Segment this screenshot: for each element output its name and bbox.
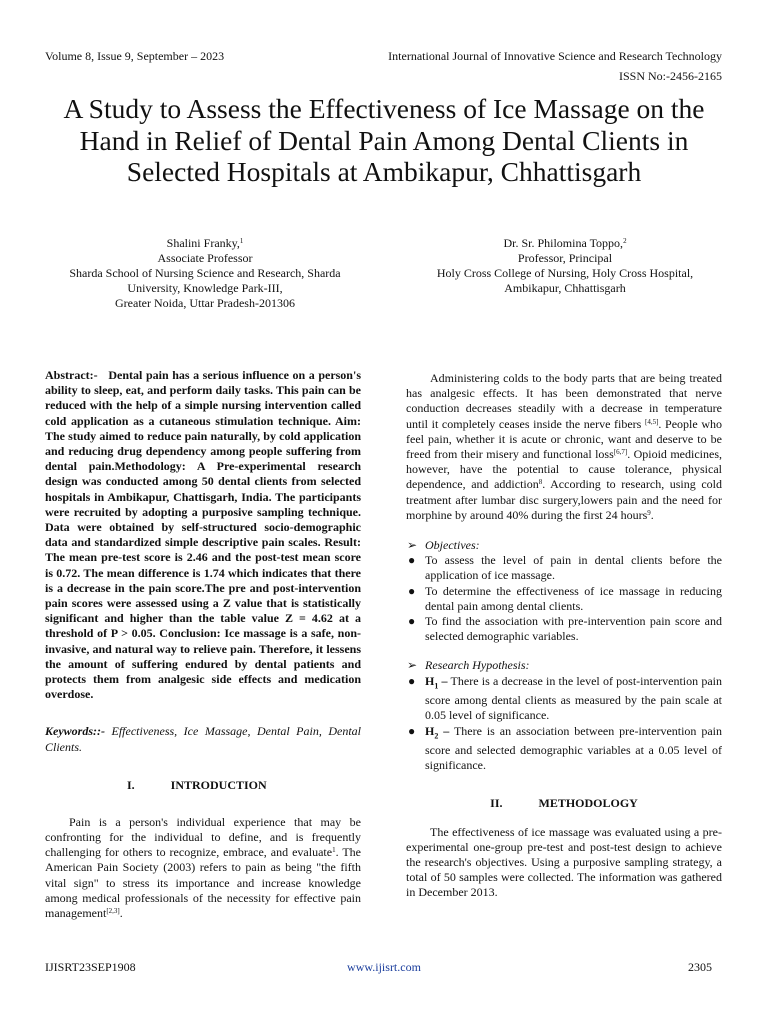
author-2-name: Dr. Sr. Philomina Toppo,$^2$ <box>503 236 627 250</box>
author-1 <box>40 236 370 311</box>
disc-bullet-icon: ● <box>408 614 416 629</box>
methodology-paragraph: The effectiveness of ice massage was evaluated using a pre-experimental one-group pre-test and post-test design to achieve the research's objectives. Using a purposive sampling strategy, a total of 50 samples were collected. The information was gathered in December 2013. <box>406 824 722 900</box>
author-2-line: Ambikapur, Chhattisgarh <box>504 281 626 295</box>
intro-continued-paragraph: Administering colds to the body parts that are being treated has analgesic effects. It has been demonstrated that nerve conduction decreases steadily with a decrease in temperature until it completely ceases inside the nerve fibers [4,5]. People who feel pain, whether it is acute or chronic, want and deserve to be freed from their misery and functional loss[6,7]. Opioid medicines, however, have the potential to cause tolerance, physical dependence, and addiction$^8$. According to research, using cold treatment after lumbar disc surgery,lowers pain and the need for morphine by around 40% during the first 24 hours$^9$. <box>406 371 722 522</box>
author-1-line: University, Knowledge Park-III, <box>127 281 283 295</box>
objectives-list <box>406 553 722 644</box>
author-1-line: Greater Noida, Uttar Pradesh-201306 <box>115 296 295 310</box>
article-id: IJISRT23SEP1908 <box>45 960 136 974</box>
author-2-line: Professor, Principal <box>517 251 613 265</box>
abstract-text: Dental pain has a serious influence on a person's ability to sleep, eat, and perform daily tasks. This pain can be reduced with the help of a simple nursing intervention called cold application as a cutaneous stimulation technique. Aim: The study aimed to reduce pain naturally, by cold application and reducing drug dependency among people suffering from dental pain.Methodology: A Pre-experimental research design was conducted among 50 dental clients from selected hospitals in Ambikapur, Chattisgarh, India. The participants were recruited by adopting a purposive sampling technique. Data were obtained by self-structured socio-demographic data and standardized simple descriptive pain scales. Result: The mean pre-test score is 2.46 and the post-test mean score is 0.72. The mean difference is 1.74 which indicates that there is a decrease in the pain score.The pre and post-intervention pain scores were assessed using a Z value that is statistically significant and higher than the table value Z = 4.62 at a threshold of P > 0.05. Conclusion: Ice massage is a safe, non-invasive, and natural way to relieve pain. Therefore, it lessens the amount of suffering endured by dental patients and protects them from analgesic side effects and medication overdose. <box>45 368 361 702</box>
section-title: METHODOLOGY <box>538 795 638 810</box>
volume-info: Volume 8, Issue 9, September – 2023 <box>45 49 225 63</box>
section-number: II. <box>490 795 503 810</box>
paper-title: A Study to Assess the Effectiveness of Ice Massage on the Hand in Relief of Dental Pain Among Dental Clients in Selected Hospitals at Ambikapur, Chhattisgarh <box>63 93 705 187</box>
author-1-line: Sharda School of Nursing Science and Research, Sharda <box>69 266 341 280</box>
page-number: 2305 <box>688 960 712 974</box>
keywords <box>45 724 361 754</box>
abstract <box>45 368 361 702</box>
list-item: ● To determine the effectiveness of ice massage in reducing dental pain among dental clients. <box>408 583 722 613</box>
author-2-line: Holy Cross College of Nursing, Holy Cross Hospital, <box>436 266 694 280</box>
author-1-name: Shalini Franky,$^1$ <box>166 236 244 250</box>
disc-bullet-icon: ● <box>408 583 416 598</box>
intro-paragraph: Pain is a person's individual experience that may be confronting for the individual to define, and is frequently challenging for others to recognize, embrace, and evaluate$^1$. The American Pain Society (2003) refers to pain as being "the fifth vital sign" to stress its importance and increase knowledge among medical professionals of the necessity for effective pain management[2,3]. <box>45 814 361 921</box>
author-1-line: Associate Professor <box>157 251 253 265</box>
section-title: INTRODUCTION <box>170 777 267 792</box>
arrowhead-bullet-icon: ➢ <box>407 538 418 553</box>
abstract-label: Abstract:- <box>45 368 98 382</box>
issn: ISSN No:-2456-2165 <box>618 69 722 83</box>
list-item: ● $H_1$ – There is a decrease in the level of post-intervention pain score among dental clients as measured by the pain scale at 0.05 level of significance. <box>408 673 723 723</box>
list-item: ● To assess the level of pain in dental clients before the application of ice massage. <box>408 553 722 583</box>
disc-bullet-icon: ● <box>408 553 416 568</box>
keywords-text: Effectiveness, Ice Massage, Dental Pain, Dental Clients. <box>45 724 361 754</box>
section-heading-introduction <box>45 778 361 793</box>
objectives-heading: ➢ Objectives: <box>407 538 480 553</box>
list-item: ● $H_2$ – There is an association between pre-intervention pain score and selected demographic variables at a 0.05 level of significance. <box>408 723 723 773</box>
keywords-label: Keywords::- <box>45 724 105 739</box>
journal-url-link[interactable]: www.ijisrt.com <box>347 960 421 974</box>
author-2 <box>400 236 730 296</box>
right-column <box>406 371 722 901</box>
hypothesis-heading: ➢ Research Hypothesis: <box>407 658 530 673</box>
arrowhead-bullet-icon: ➢ <box>407 658 418 673</box>
list-item: ● To find the association with pre-intervention pain score and selected demographic variables. <box>408 614 722 644</box>
section-number: I. <box>127 777 135 792</box>
disc-bullet-icon: ● <box>408 723 416 738</box>
hypothesis-list <box>406 674 722 774</box>
journal-name: International Journal of Innovative Science and Research Technology <box>388 49 722 63</box>
disc-bullet-icon: ● <box>408 673 416 688</box>
section-heading-methodology <box>406 796 722 811</box>
left-column <box>45 368 361 921</box>
